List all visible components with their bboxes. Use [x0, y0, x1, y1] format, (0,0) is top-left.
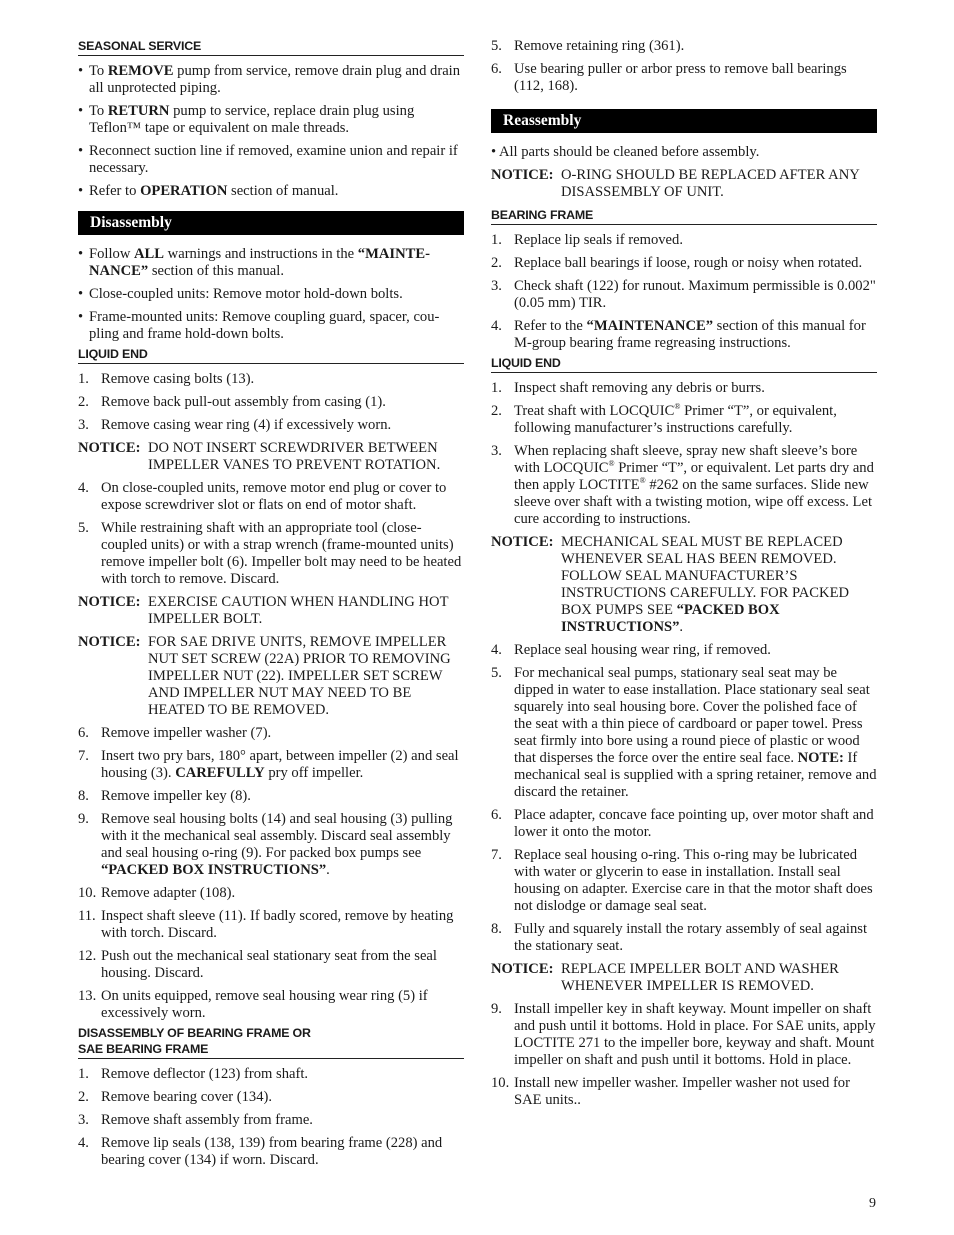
- list-item: • Follow ALL warnings and instructions in the “MAINTE-NANCE” section of this manual.: [78, 246, 430, 279]
- section-heading-bearing-frame: BEARING FRAME: [491, 207, 877, 225]
- list-item: • Frame-mounted units: Remove coupling guard, spacer, cou-pling and frame hold-down bolts.: [78, 309, 440, 342]
- notice: NOTICE: REPLACE IMPELLER BOLT AND WASHER WHENEVER IMPELLER IS REMOVED.: [491, 961, 839, 994]
- list-item: • Reconnect suction line if removed, examine union and repair if necessary.: [78, 143, 458, 176]
- list-item: 2. Replace ball bearings if loose, rough or noisy when rotated.: [491, 255, 863, 271]
- notice: NOTICE: MECHANICAL SEAL MUST BE REPLACED WHENEVER SEAL HAS BEEN REMOVED. FOLLOW SEAL MANUFACTURER’S INSTRUCTIONS CAREFULLY. FOR PACKED BOX PUMPS SEE “PACKED BOX INSTRUCTIONS”.: [491, 534, 850, 635]
- list-item: 1. Inspect shaft removing any debris or burrs.: [491, 380, 765, 396]
- list-item: 2. Remove bearing cover (134).: [78, 1089, 273, 1105]
- list-item: 12. Push out the mechanical seal stationary seat from the seal housing. Discard.: [78, 948, 437, 981]
- section-heading-liquid-end-reassembly: LIQUID END: [491, 355, 877, 373]
- list-item: 10. Install new impeller washer. Impeller washer not used for SAE units..: [491, 1075, 850, 1108]
- notice: NOTICE: DO NOT INSERT SCREWDRIVER BETWEEN IMPELLER VANES TO PREVENT ROTATION.: [78, 440, 441, 473]
- list-item: 5. Remove retaining ring (361).: [491, 38, 685, 54]
- list-item: 6. Place adapter, concave face pointing up, over motor shaft and lower it onto the motor.: [491, 807, 874, 840]
- list-item: 6. Remove impeller washer (7).: [78, 725, 272, 741]
- list-item: 8. Remove impeller key (8).: [78, 788, 251, 804]
- list-item: 3. Remove shaft assembly from frame.: [78, 1112, 313, 1128]
- section-heading-liquid-end: LIQUID END: [78, 346, 464, 364]
- notice: NOTICE: EXERCISE CAUTION WHEN HANDLING HOT IMPELLER BOLT.: [78, 594, 449, 627]
- list-item: • To RETURN pump to service, replace drain plug using Teflon™ tape or equivalent on male threads.: [78, 103, 415, 136]
- list-item: 13. On units equipped, remove seal housing wear ring (5) if excessively worn.: [78, 988, 428, 1021]
- list-item: 5. For mechanical seal pumps, stationary seal seat may be dipped in water to ease installation. Place stationary seal seat squarely into seal housing bore. Cover the polished face of the seat with a thin piece of cardboard or paper towel. Press seat firmly into bore using a round piece of plastic or wood that disperses the force over the entire seal face. NOTE: If mechanical seal is supplied with a spring retainer, remove and discard the retainer.: [491, 665, 877, 800]
- list-item: 3. Check shaft (122) for runout. Maximum permissible is 0.002" (0.05 mm) TIR.: [491, 278, 876, 311]
- list-item: 1. Replace lip seals if removed.: [491, 232, 683, 248]
- list-item: • Close-coupled units: Remove motor hold-down bolts.: [78, 286, 403, 302]
- list-item: • All parts should be cleaned before assembly.: [491, 144, 760, 160]
- list-item: • To REMOVE pump from service, remove drain plug and drain all unprotected piping.: [78, 63, 461, 96]
- list-item: 2. Treat shaft with LOCQUIC® Primer “T”, or equivalent, following manufacturer’s instructions carefully.: [491, 402, 837, 436]
- list-item: 5. While restraining shaft with an appropriate tool (close-coupled units) or with a strap wrench (frame-mounted units) remove impeller bolt (6). Impeller bolt may need to be heated with torch to remove. Discard.: [78, 520, 462, 587]
- list-item: 4. Refer to the “MAINTENANCE” section of this manual for M-group bearing frame regreasing instructions.: [491, 318, 866, 351]
- list-item: 10. Remove adapter (108).: [78, 885, 236, 901]
- list-item: 7. Insert two pry bars, 180° apart, between impeller (2) and seal housing (3). CAREFULLY pry off impeller.: [78, 748, 459, 781]
- list-item: 7. Replace seal housing o-ring. This o-ring may be lubricated with water or glycerin to ease in installation. Install seal housing on adapter. Exercise care in that the motor shaft does not dislodge or damage seal seat.: [491, 847, 873, 914]
- list-item: 2. Remove back pull-out assembly from casing (1).: [78, 394, 386, 410]
- list-item: 9. Install impeller key in shaft keyway. Mount impeller on shaft and push until it bottoms. Hold in place. For SAE units, apply LOCTITE 271 to the impeller bore, keyway and shaft. Mount impeller on shaft and push until it bottoms. Hold in place.: [491, 1001, 876, 1068]
- section-heading-bearing-disassembly: DISASSEMBLY OF BEARING FRAME OR SAE BEARING FRAME: [78, 1025, 464, 1059]
- page-number: 9: [869, 1196, 876, 1211]
- section-bar-disassembly: Disassembly: [78, 211, 464, 235]
- list-item: • Refer to OPERATION section of manual.: [78, 183, 339, 199]
- section-bar-reassembly: Reassembly: [491, 109, 877, 133]
- list-item: 4. Remove lip seals (138, 139) from bearing frame (228) and bearing cover (134) if worn. Discard.: [78, 1135, 443, 1168]
- list-item: 1. Remove deflector (123) from shaft.: [78, 1066, 309, 1082]
- list-item: 1. Remove casing bolts (13).: [78, 371, 255, 387]
- section-heading-seasonal-service: SEASONAL SERVICE: [78, 38, 464, 56]
- list-item: 9. Remove seal housing bolts (14) and seal housing (3) pulling with it the mechanical seal assembly. Discard seal assembly and seal housing o-ring (9). For packed box pumps see “PACKED BOX INSTRUCTIONS”.: [78, 811, 453, 878]
- list-item: 11. Inspect shaft sleeve (11). If badly scored, remove by heating with torch. Discard.: [78, 908, 454, 941]
- right-column: [491, 38, 877, 1115]
- left-column: [78, 38, 464, 1175]
- list-item: 6. Use bearing puller or arbor press to remove ball bearings (112, 168).: [491, 61, 847, 94]
- list-item: 8. Fully and squarely install the rotary assembly of seal against the stationary seat.: [491, 921, 868, 954]
- notice: NOTICE: FOR SAE DRIVE UNITS, REMOVE IMPELLER NUT SET SCREW (22A) PRIOR TO REMOVING IMPELLER NUT (22). IMPELLER SET SCREW AND IMPELLER NUT MAY NEED TO BE HEATED TO BE REMOVED.: [78, 634, 451, 718]
- list-item: 3. Remove casing wear ring (4) if excessively worn.: [78, 417, 392, 433]
- list-item: 3. When replacing shaft sleeve, spray new shaft sleeve’s bore with LOCQUIC® Primer “T”, or equivalent. Let parts dry and then apply LOCTITE® #262 on the same surfaces. Slide new sleeve over shaft with a twisting motion, wipe off excess. Let cure according to instructions.: [491, 443, 874, 527]
- list-item: 4. On close-coupled units, remove motor end plug or cover to expose screwdriver slot or flats on end of motor shaft.: [78, 480, 447, 513]
- list-item: 4. Replace seal housing wear ring, if removed.: [491, 642, 771, 658]
- notice: NOTICE: O-RING SHOULD BE REPLACED AFTER ANY DISASSEMBLY OF UNIT.: [491, 167, 860, 200]
